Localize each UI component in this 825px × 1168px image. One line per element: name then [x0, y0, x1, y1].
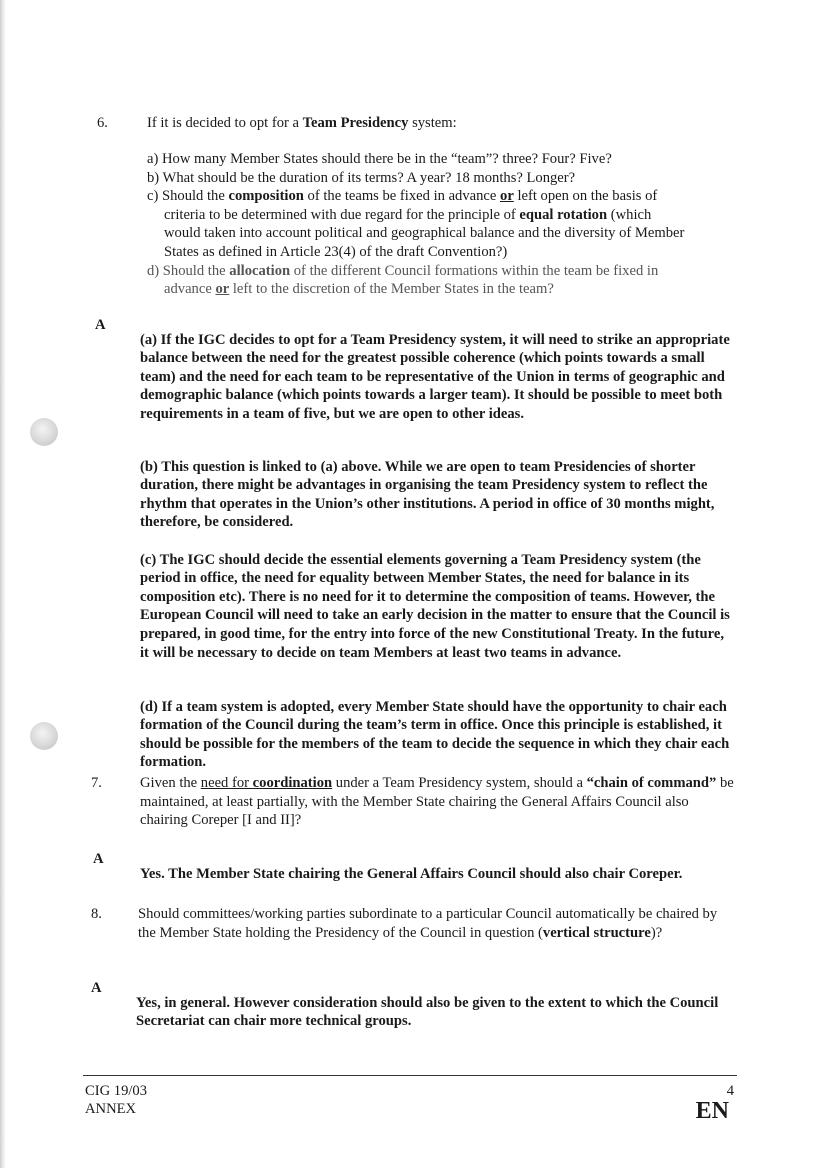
footer-annex: ANNEX [85, 1101, 137, 1117]
question-7-text: Given the need for coordination under a Team Presidency system, should a “chain of command” be maintained, at least partially, with the Member State chairing the General Affairs Council also chairing Coreper [I and II]? [140, 775, 734, 829]
question-6a: a) How many Member States should there be in the “team”? three? Four? Five? [147, 151, 612, 167]
scan-edge [0, 0, 6, 1168]
question-6-intro: If it is decided to opt for a Team Presidency system: [147, 115, 457, 131]
question-6c-cont2: would taken into account political and geographical balance and the diversity of Member [164, 225, 685, 242]
answer-6-label: A [95, 317, 106, 333]
answer-7-label: A [93, 851, 104, 867]
answer-6d: (d) If a team system is adopted, every Member State should have the opportunity to chair each formation of the Council during the team’s term in office. Once this principle is established, it should be possible for the members of the team to decide the sequence in which they chair each formation. [140, 698, 730, 771]
footer-page-number: 4 [726, 1083, 734, 1099]
footer-language: EN [695, 1098, 729, 1124]
punch-hole-bottom [30, 722, 58, 750]
footer-rule [83, 1075, 737, 1076]
question-6d: d) Should the allocation of the different Council formations within the team be fixed in [147, 262, 659, 279]
question-8-text: Should committees/working parties subordinate to a particular Council automatically be chaired by the Member State holding the Presidency of the Council in question (vertical structure)? [138, 906, 718, 941]
answer-8-label: A [91, 980, 102, 996]
answer-6b: (b) This question is linked to (a) above. While we are open to team Presidencies of shorter duration, there might be advantages in organising the team Presidency system to reflect the rhythm that operates in the Union’s other institutions. A period in office of 30 months might, therefore, be considered. [140, 458, 715, 531]
question-6-subitems [147, 150, 737, 299]
question-6c-cont3: States as defined in Article 23(4) of the draft Convention?) [164, 243, 508, 260]
punch-hole-top [30, 418, 58, 446]
answer-6c: (c) The IGC should decide the essential elements governing a Team Presidency system (the period in office, the need for equality between Member States, the need for balance in its composition etc). There is no need for it to determine the composition of teams. However, the European Council will need to take an early decision in the matter to ensure that the Council is prepared, in good time, for the entry into force of the new Constitutional Treaty. In the future, it will be necessary to decide on team Members at least two teams in advance. [140, 551, 730, 661]
answer-6a: (a) If the IGC decides to opt for a Team Presidency system, it will need to strike an appropriate balance between the need for the greatest possible coherence (which points towards a small team) and the need for each team to be representative of the Union in terms of geographic and demographic balance (which points towards a larger team). It should be possible to meet both requirements in a team of five, but we are open to other ideas. [140, 331, 730, 422]
question-6c: c) Should the composition of the teams be fixed in advance or left open on the basis of [147, 188, 658, 205]
question-6-number: 6. [97, 115, 108, 131]
question-6b: b) What should be the duration of its terms? A year? 18 months? Longer? [147, 169, 576, 186]
question-6c-cont: criteria to be determined with due regard for the principle of equal rotation (which [164, 206, 652, 223]
question-6d-cont: advance or left to the discretion of the Member States in the team? [164, 281, 554, 298]
answer-8-text: Yes, in general. However consideration should also be given to the extent to which the Council Secretariat can chair more technical groups. [136, 994, 719, 1030]
answer-7-text: Yes. The Member State chairing the General Affairs Council should also chair Coreper. [140, 865, 683, 882]
question-8-number: 8. [91, 906, 102, 922]
question-7-number: 7. [91, 775, 102, 791]
footer-doc-ref: CIG 19/03 [85, 1083, 148, 1099]
